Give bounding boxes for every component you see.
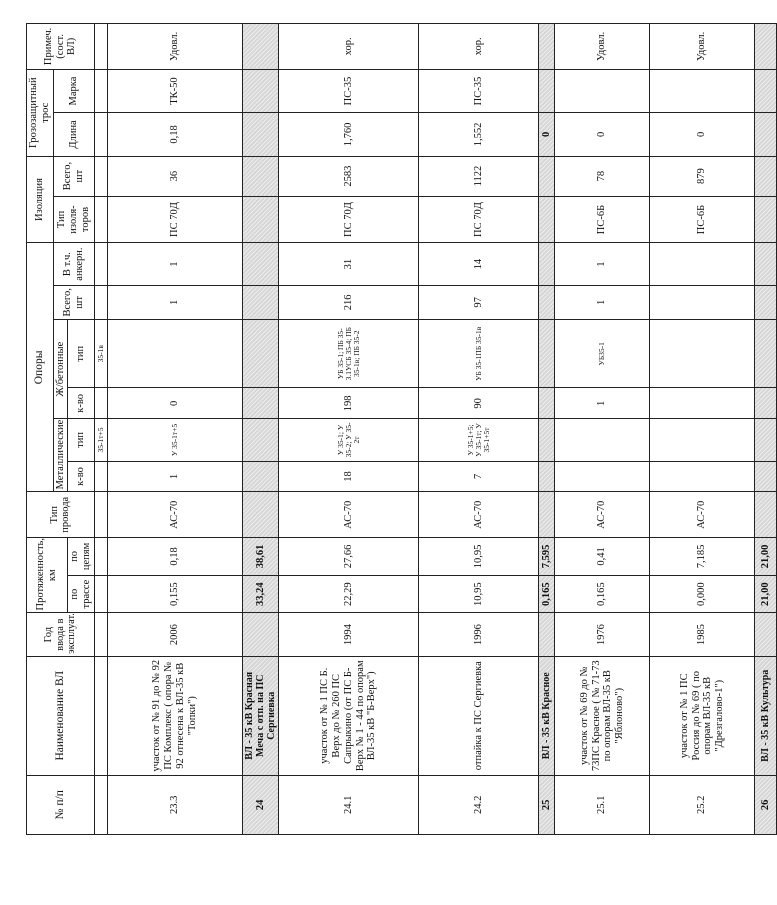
row-chains: 27,66: [279, 538, 419, 576]
row-name: участок от № 91 до № 92 ПС Комплекс ( опора № 92 отнесена к ВЛ-35 кВ "Топки"): [107, 656, 242, 775]
row-conc-type: УБ35-1: [555, 319, 650, 388]
row-name: участок от № 69 до № 73ПС Красное ( № 71-73 по опорам ВЛ-35 кВ "Яблоново"): [555, 656, 650, 775]
row-trace: 0,155: [107, 575, 242, 613]
row-conc-count: [755, 388, 777, 419]
row-metal-count: 18: [279, 461, 419, 492]
row-supports-total: 1: [555, 285, 650, 319]
row-cable-brand: ПС-35: [279, 69, 419, 112]
row-conc-count: 198: [279, 388, 419, 419]
col-cable-length-header: Длина: [53, 113, 94, 156]
col-conc-type-header: тип: [68, 319, 95, 388]
row-metal-count: [539, 461, 555, 492]
row-supports-total: [539, 285, 555, 319]
row-anchor: 1: [555, 243, 650, 285]
row-num: 26: [755, 775, 777, 834]
row-name: участок от № 1 ПС Россия до № 69 ( по опорам ВЛ-35 кВ "Дрезгалово-1"): [650, 656, 755, 775]
row-cable-brand: [555, 69, 650, 112]
row-chains: 7,185: [650, 538, 755, 576]
row-ins-type: [755, 196, 777, 243]
row-chains: 0,41: [555, 538, 650, 576]
row-anchor: [650, 243, 755, 285]
row-cable-brand: [755, 69, 777, 112]
col-wire-header: Тип провода: [27, 492, 95, 538]
row-wire: АС-70: [107, 492, 242, 538]
col-insulation-header: Изоляция: [27, 156, 54, 243]
row-num: 25.2: [650, 775, 755, 834]
row-chains: 38,61: [242, 538, 279, 576]
row-conc-type: [242, 319, 279, 388]
row-chains: 7,595: [539, 538, 555, 576]
row-metal-type: У 35-1+5; У 35-1т; У 35-1+5т: [419, 419, 539, 461]
row-ins-total: 879: [650, 156, 755, 196]
row-note: хор.: [419, 24, 539, 70]
row-conc-type: УБ 35-1ПБ 35-1в: [419, 319, 539, 388]
row-num: 25.1: [555, 775, 650, 834]
row-cable-brand: ТК-50: [107, 69, 242, 112]
row-conc-type: УБ 35-1; ПБ 35-3.1УСБ 35-4; ПБ 35-1в; ПБ 35-2: [279, 319, 419, 388]
row-year: 2006: [107, 613, 242, 656]
col-supports-header: Опоры: [27, 243, 54, 492]
col-ins-total-header: Всего, шт: [53, 156, 94, 196]
row-year: 1976: [555, 613, 650, 656]
row-wire: АС-70: [555, 492, 650, 538]
row-supports-total: [242, 285, 279, 319]
row-conc-count: 90: [419, 388, 539, 419]
col-length-trace-header: по трассе: [68, 575, 95, 613]
row-num: 24: [242, 775, 279, 834]
row-anchor: 14: [419, 243, 539, 285]
col-year-header: Год ввода в эксплуат.: [27, 613, 95, 656]
row-name: ВЛ - 35 кВ Культура: [755, 656, 777, 775]
row-anchor: 1: [107, 243, 242, 285]
row-conc-type: [107, 319, 242, 388]
row-ins-type: ПС-6Б: [555, 196, 650, 243]
row-wire: [242, 492, 279, 538]
table-row: [650, 24, 755, 835]
table-row: [107, 24, 242, 835]
row-cable-length: [242, 113, 279, 156]
table-row: [279, 24, 419, 835]
row-metal-type: [755, 419, 777, 461]
row-supports-total: 1: [107, 285, 242, 319]
row-cable-length: [755, 113, 777, 156]
row-year: 1994: [279, 613, 419, 656]
col-name-header: Наименование ВЛ: [27, 656, 95, 775]
table-row: [419, 24, 539, 835]
table-section-row: [755, 24, 777, 835]
prefix-metal-type: 35-1т+5: [94, 419, 107, 461]
row-year: 1985: [650, 613, 755, 656]
col-ins-type-header: Тип изоля-торов: [53, 196, 94, 243]
row-year: [539, 613, 555, 656]
row-chains: 0,18: [107, 538, 242, 576]
row-note: Удовл.: [650, 24, 755, 70]
row-metal-count: [650, 461, 755, 492]
row-cable-brand: [650, 69, 755, 112]
row-ins-total: [539, 156, 555, 196]
col-concrete-header: Ж/бетонные: [53, 319, 68, 418]
row-supports-total: [650, 285, 755, 319]
row-trace: 33,24: [242, 575, 279, 613]
row-conc-count: [242, 388, 279, 419]
row-note: [539, 24, 555, 70]
col-metal-type-header: тип: [68, 419, 95, 461]
row-metal-type: У 35-1; У 35-2; У 35-2т: [279, 419, 419, 461]
row-note: Удовл.: [555, 24, 650, 70]
row-anchor: 31: [279, 243, 419, 285]
col-metal-count-header: к-во: [68, 461, 95, 492]
row-conc-count: 1: [555, 388, 650, 419]
table-row: [94, 24, 107, 835]
row-year: 1996: [419, 613, 539, 656]
row-metal-count: [755, 461, 777, 492]
col-conc-count-header: к-во: [68, 388, 95, 419]
row-cable-brand: [242, 69, 279, 112]
row-cable-length: 0: [539, 113, 555, 156]
row-note: хор.: [279, 24, 419, 70]
row-cable-brand: [539, 69, 555, 112]
table-body: [94, 24, 777, 835]
row-cable-length: 1,552: [419, 113, 539, 156]
row-name: отпайка к ПС Сергиевка: [419, 656, 539, 775]
col-length-chains-header: по цепям: [68, 538, 95, 576]
row-conc-count: [539, 388, 555, 419]
row-ins-total: 36: [107, 156, 242, 196]
row-anchor: [242, 243, 279, 285]
row-ins-total: [755, 156, 777, 196]
row-supports-total: 97: [419, 285, 539, 319]
row-metal-type: [242, 419, 279, 461]
row-wire: АС-70: [419, 492, 539, 538]
table-section-row: [242, 24, 279, 835]
row-cable-length: 0: [555, 113, 650, 156]
row-wire: [755, 492, 777, 538]
row-num: 24.2: [419, 775, 539, 834]
row-name: ВЛ - 35 кВ Красное: [539, 656, 555, 775]
row-trace: 0,165: [555, 575, 650, 613]
row-ins-type: ПС 70Д: [107, 196, 242, 243]
row-metal-type: [555, 419, 650, 461]
row-ins-type: [539, 196, 555, 243]
row-conc-type: [539, 319, 555, 388]
row-num: 23.3: [107, 775, 242, 834]
row-ins-type: ПС 70Д: [419, 196, 539, 243]
row-trace: 10,95: [419, 575, 539, 613]
row-cable-length: 0: [650, 113, 755, 156]
row-name: ВЛ - 35 кВ Красная Меча с отп. на ПС Сергиевка: [242, 656, 279, 775]
col-supports-total-header: Всего, шт: [53, 285, 94, 319]
row-wire: АС-70: [650, 492, 755, 538]
col-cable-brand-header: Марка: [53, 69, 94, 112]
row-conc-count: 0: [107, 388, 242, 419]
row-metal-count: [555, 461, 650, 492]
row-anchor: [539, 243, 555, 285]
row-ins-total: [242, 156, 279, 196]
row-ins-total: 2583: [279, 156, 419, 196]
row-trace: 0,165: [539, 575, 555, 613]
row-note: [242, 24, 279, 70]
col-num-header: № п/п: [27, 775, 95, 834]
power-lines-table: [26, 23, 777, 835]
row-metal-type: У 35-1т+5: [107, 419, 242, 461]
row-ins-type: ПС 70Д: [279, 196, 419, 243]
row-trace: 22,29: [279, 575, 419, 613]
row-conc-type: [755, 319, 777, 388]
row-metal-count: 7: [419, 461, 539, 492]
row-ins-total: 1122: [419, 156, 539, 196]
row-year: [755, 613, 777, 656]
row-metal-type: [539, 419, 555, 461]
row-chains: 10,95: [419, 538, 539, 576]
row-conc-count: [650, 388, 755, 419]
row-ins-type: ПС-6Б: [650, 196, 755, 243]
row-metal-count: 1: [107, 461, 242, 492]
row-ins-type: [242, 196, 279, 243]
row-metal-type: [650, 419, 755, 461]
col-cable-header: Грозозащитный трос: [27, 69, 54, 156]
row-ins-total: 78: [555, 156, 650, 196]
col-metal-header: Металлические: [53, 419, 68, 492]
row-supports-total: 216: [279, 285, 419, 319]
row-cable-length: 1,760: [279, 113, 419, 156]
row-name: участок от № 1 ПС Б. Верх до № 260 ПС Сапрыкино (от ПС Б-Верх № 1 - 44 по опорам ВЛ-35 кВ "Б-Верх"): [279, 656, 419, 775]
row-note: [755, 24, 777, 70]
row-metal-count: [242, 461, 279, 492]
row-wire: АС-70: [279, 492, 419, 538]
row-num: 25: [539, 775, 555, 834]
row-trace: 21,00: [755, 575, 777, 613]
prefix-conc-type: 35-1в: [94, 319, 107, 388]
col-length-header: Протяженность, км: [27, 538, 68, 613]
row-chains: 21,00: [755, 538, 777, 576]
row-wire: [539, 492, 555, 538]
row-cable-brand: ПС-35: [419, 69, 539, 112]
row-supports-total: [755, 285, 777, 319]
row-trace: 0,000: [650, 575, 755, 613]
table-row: [555, 24, 650, 835]
col-note-header: Примеч. (сост. ВЛ): [27, 24, 95, 70]
row-year: [242, 613, 279, 656]
row-cable-length: 0,18: [107, 113, 242, 156]
row-anchor: [755, 243, 777, 285]
row-conc-type: [650, 319, 755, 388]
row-num: 24.1: [279, 775, 419, 834]
table-section-row: [539, 24, 555, 835]
row-note: Удовл.: [107, 24, 242, 70]
col-anchor-header: В т.ч. анкерн.: [53, 243, 94, 285]
